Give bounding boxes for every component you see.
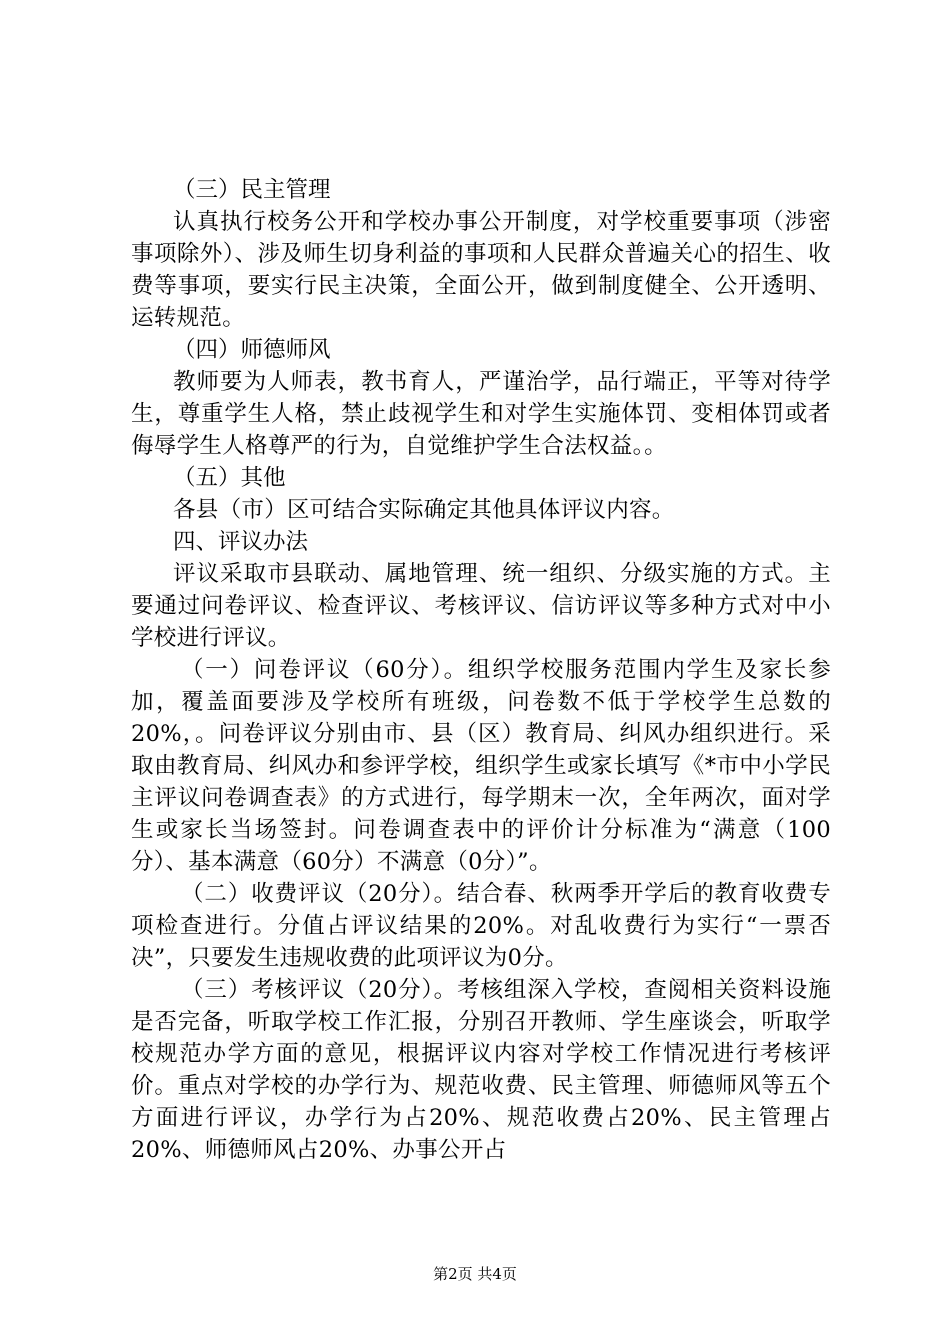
page-number-footer: 第2页 共4页 — [433, 1265, 517, 1283]
section-heading-evaluation-method: 四、评议办法 — [173, 529, 309, 555]
paragraph-assessment-evaluation: （三）考核评议（20分）。考核组深入学校，查阅相关资料设施是否完备，听取学校工作汇报，分别召开教师、学生座谈会，听取学校规范办学方面的意见，根据评议内容对学校工作情况进行考核评价。重点对学校的办学行为、规范收费、民主管理、师德师风等五个方面进行评议，办学行为占20%、规范收费占20%、民主管理占20%、师德师风占20%、办事公开占 — [131, 977, 831, 1163]
paragraph-questionnaire-evaluation: （一）问卷评议（60分）。组织学校服务范围内学生及家长参加，覆盖面要涉及学校所有班级，问卷数不低于学校学生总数的20%，。问卷评议分别由市、县（区）教育局、纠风办组织进行。采取由教育局、纠风办和参评学校，组织学生或家长填写《*市中小学民主评议问卷调查表》的方式进行，每学期末一次，全年两次，面对学生或家长当场签封。问卷调查表中的评价计分标准为“满意（100分）、基本满意（60分）不满意（0分）”。 — [131, 657, 831, 875]
document-body — [131, 174, 831, 1166]
paragraph-evaluation-method: 评议采取市县联动、属地管理、统一组织、分级实施的方式。主要通过问卷评议、检查评议、考核评议、信访评议等多种方式对中小学校进行评议。 — [131, 561, 831, 651]
section-heading-democratic-management: （三）民主管理 — [173, 177, 331, 203]
paragraph-fee-evaluation: （二）收费评议（20分）。结合春、秋两季开学后的教育收费专项检查进行。分值占评议结果的20%。对乱收费行为实行“一票否决”，只要发生违规收费的此项评议为0分。 — [131, 881, 831, 971]
section-heading-teacher-ethics: （四）师德师风 — [173, 337, 331, 363]
paragraph-teacher-ethics: 教师要为人师表，教书育人，严谨治学，品行端正，平等对待学生，尊重学生人格，禁止歧视学生和对学生实施体罚、变相体罚或者侮辱学生人格尊严的行为，自觉维护学生合法权益。。 — [131, 369, 831, 459]
section-heading-other: （五）其他 — [173, 465, 286, 491]
paragraph-democratic-management: 认真执行校务公开和学校办事公开制度，对学校重要事项（涉密事项除外）、涉及师生切身利益的事项和人民群众普遍关心的招生、收费等事项，要实行民主决策，全面公开，做到制度健全、公开透明、运转规范。 — [131, 209, 831, 331]
paragraph-other: 各县（市）区可结合实际确定其他具体评议内容。 — [173, 497, 675, 523]
